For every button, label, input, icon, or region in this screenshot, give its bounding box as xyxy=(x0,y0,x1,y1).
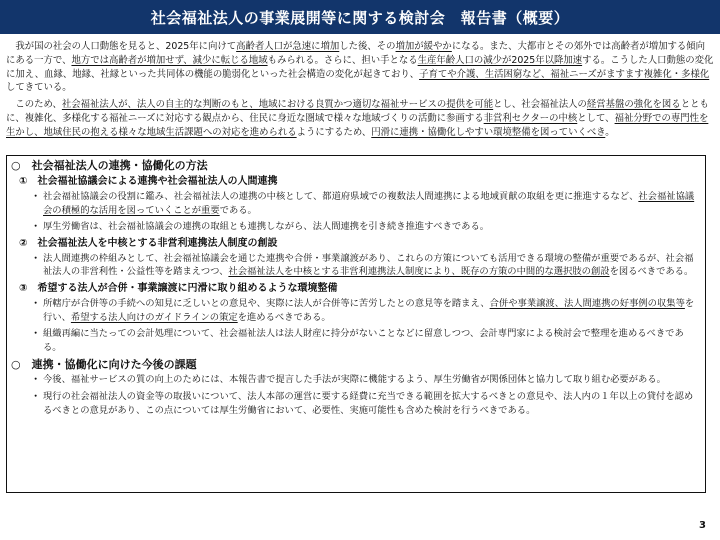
underlined-text: 地方では高齢者が増加せず、減少に転じる地域 xyxy=(71,54,268,66)
underlined-text: 社会福祉法人が、法人の自主的な判断のもと、地域における良質かつ適切な福祉サービスの提供を可能 xyxy=(61,99,494,111)
summary-box xyxy=(6,155,706,493)
bullet-text xyxy=(43,390,701,417)
text-run: として、 xyxy=(577,112,615,124)
bullet-text xyxy=(43,190,701,217)
text-run: 組織再編に当たっての会計処理について、社会福祉法人は法人財産に持分がないことなどに留意しつつ、会計専門家による検討会で整理を進めるべきである。 xyxy=(43,328,684,353)
bullet-dot-icon: ・ xyxy=(31,191,41,202)
text-run: する。こうした人口動態の変化に加え、血縁、地縁、社縁といった共同体の機能の脆弱化といった社会構造の変化が起きており、 xyxy=(6,54,714,80)
page-number: 3 xyxy=(699,520,706,531)
underlined-text: 福祉分野での専門性を生かし、地域住民の抱える様々な地域生活課題への対応を進められる xyxy=(6,112,709,138)
text-run: ようにするため、 xyxy=(296,126,372,138)
underlined-text: 社会福祉法人を中核とする非営利連携法人制度により、既存の方策の中間的な選択肢の創設 xyxy=(228,266,610,278)
text-run: このため、 xyxy=(15,99,62,111)
text-run: 法人間連携の枠組みとして、社会福祉協議会を通じた連携や合併・事業譲渡があり、これらの方策についても活用できる環境の整備が重要であるが、社会福祉法人の非営利性・公益性等を踏まえつつ、 xyxy=(43,252,694,278)
underlined-text: 円滑に連携・協働化しやすい環境整備を図っていくべき xyxy=(371,126,606,138)
bullet-dot-icon: ・ xyxy=(31,297,41,309)
bullet-dot-icon: ・ xyxy=(31,221,41,233)
underlined-text: 希望する法人向けのガイドラインの策定 xyxy=(70,311,238,323)
bullet-item xyxy=(31,252,701,279)
text-run: 社会福祉協議会の役割に鑑み、社会福祉法人の連携の中核として、都道府県域での複数法人間連携による地域貢献の取組を更に推進するなど、 xyxy=(43,191,639,202)
bullet-item xyxy=(31,190,701,217)
bullet-item xyxy=(31,373,701,387)
intro-text xyxy=(6,40,714,143)
bullet-text xyxy=(43,252,701,279)
intro-paragraph xyxy=(6,98,714,139)
underlined-text: 合併や事業譲渡、法人間連携の好事例の収集等 xyxy=(489,297,685,309)
bullet-text xyxy=(43,373,701,387)
underlined-text: 増加が緩やか xyxy=(395,41,452,52)
bullet-text xyxy=(43,297,701,324)
bullet-text xyxy=(43,327,701,354)
text-run: してきている。 xyxy=(6,82,72,94)
underlined-text: 子育てや介護、生活困窮など、福祉ニーズがますます複雑化・多様化 xyxy=(419,68,710,80)
subsection-heading: ② 社会福祉法人を中核とする非営利連携法人制度の創設 xyxy=(19,237,278,249)
underlined-text: 生産年齢人口の減少が2025年以降加速 xyxy=(417,54,583,66)
text-run: を図るべきである。 xyxy=(609,266,694,278)
text-run: になる。また、大都市とその郊外では高齢者が増加する傾向にある一方で、 xyxy=(6,41,705,66)
bullet-item xyxy=(31,327,701,354)
underlined-text: 経営基盤の強化を図る xyxy=(586,99,681,111)
text-run: とともに、複雑化、多様化する福祉ニーズに対応する観点から、住民に身近な圏域で様々な地域づくりの活動に参画する xyxy=(6,99,709,124)
underlined-text: 社会福祉協議会の積極的な活用を図っていくことが重要 xyxy=(43,191,695,216)
bullet-dot-icon: ・ xyxy=(31,390,41,402)
bullet-item xyxy=(31,297,701,324)
intro-paragraph xyxy=(6,40,714,95)
text-run: を進めるべきである。 xyxy=(237,311,331,323)
text-run: である。 xyxy=(219,204,257,216)
bullet-dot-icon: ・ xyxy=(31,374,41,386)
text-run: 我が国の社会の人口動態を見ると、2025年に向けて xyxy=(15,41,237,52)
bullet-item xyxy=(31,220,701,234)
underlined-text: 非営利セクターの中核 xyxy=(483,112,578,124)
text-run: 所轄庁が合併等の手続への知見に乏しいとの意見や、実際に法人が合併等に苦労したとの意見等を踏まえ、 xyxy=(43,297,490,309)
bullet-item xyxy=(31,390,701,417)
text-run: した後、その xyxy=(339,41,396,52)
section-heading: ○ 連携・協働化に向けた今後の課題 xyxy=(11,358,197,372)
subsection-heading: ① 社会福祉協議会による連携や社会福祉法人の人間連携 xyxy=(19,176,278,187)
text-run: を行い、 xyxy=(43,297,695,323)
section-heading: ○ 社会福祉法人の連携・協働化の方法 xyxy=(11,159,208,172)
bullet-text xyxy=(43,220,701,234)
text-run: 厚生労働省は、社会福祉協議会の連携の取組とも連携しながら、法人間連携を引き続き推進すべきである。 xyxy=(43,221,490,233)
slide-title-bar xyxy=(0,0,720,34)
text-run: もみられる。さらに、担い手となる xyxy=(267,54,418,66)
underlined-text: 高齢者人口が急速に増加 xyxy=(236,41,340,52)
text-run: 今後、福祉サービスの質の向上のためには、本報告書で提言した手法が実際に機能するよう、厚生労働省が関係団体と協力して取り組む必要がある。 xyxy=(43,374,666,386)
subsection-heading: ③ 希望する法人が合併・事業譲渡に円滑に取り組めるような環境整備 xyxy=(19,282,338,294)
slide-title: 社会福祉法人の事業展開等に関する検討会 報告書（概要） xyxy=(150,8,570,27)
text-run: とし、社会福祉法人の xyxy=(493,99,587,111)
text-run: 現行の社会福祉法人の資金等の取扱いについて、法人本部の運営に要する経費に充当できる範囲を拡大するべきとの意見や、法人内の１年以上の貸付を認めるべきとの意見があり、この点については厚生労働省において、必要性、実施可能性も含めた検討を行うべきである。 xyxy=(43,390,694,416)
text-run: 。 xyxy=(605,126,615,138)
bullet-dot-icon: ・ xyxy=(31,252,41,264)
bullet-dot-icon: ・ xyxy=(31,328,41,340)
